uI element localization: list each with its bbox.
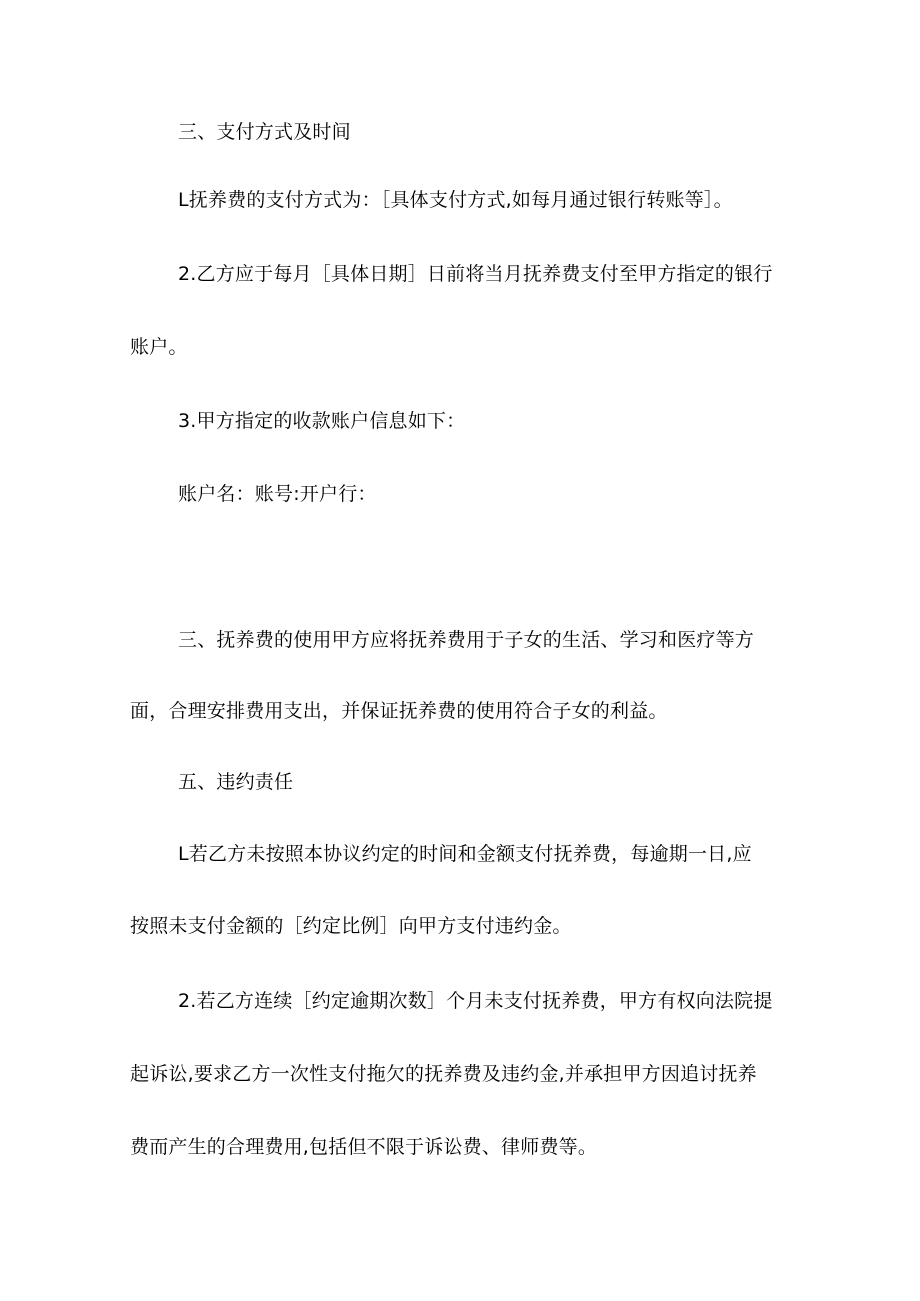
payment-method-item: L抚养费的支付方式为：［具体支付方式,如每月通过银行转账等］。 (178, 189, 733, 211)
section-5-heading: 五、违约责任 (178, 771, 294, 793)
breach-item-2-line-1: 2.若乙方连续［约定逾期次数］个月未支付抚养费，甲方有权向法院提 (178, 990, 773, 1012)
breach-item-2-line-2: 起诉讼,要求乙方一次性支付拖欠的抚养费及违约金,并承担甲方因追讨抚养 (130, 1063, 757, 1085)
fee-usage-line-1: 三、抚养费的使用甲方应将抚养费用于子女的生活、学习和医疗等方 (178, 629, 755, 651)
account-fields: 账户名：账号:开户行： (178, 483, 377, 505)
section-3-heading: 三、支付方式及时间 (178, 121, 351, 143)
payment-date-item-line-1: 2.乙方应于每月［具体日期］日前将当月抚养费支付至甲方指定的银行 (178, 263, 773, 285)
account-info-item: 3.甲方指定的收款账户信息如下： (178, 410, 466, 432)
breach-item-1-line-2: 按照未支付金额的［约定比例］向甲方支付违约金。 (130, 915, 572, 937)
breach-item-1-line-1: L若乙方未按照本协议约定的时间和金额支付抚养费，每逾期一日,应 (178, 843, 752, 865)
payment-date-item-line-2: 账户。 (130, 336, 188, 358)
breach-item-2-line-3: 费而产生的合理费用,包括但不限于诉讼费、律师费等。 (130, 1136, 598, 1158)
fee-usage-line-2: 面，合理安排费用支出，并保证抚养费的使用符合子女的利益。 (130, 700, 668, 722)
